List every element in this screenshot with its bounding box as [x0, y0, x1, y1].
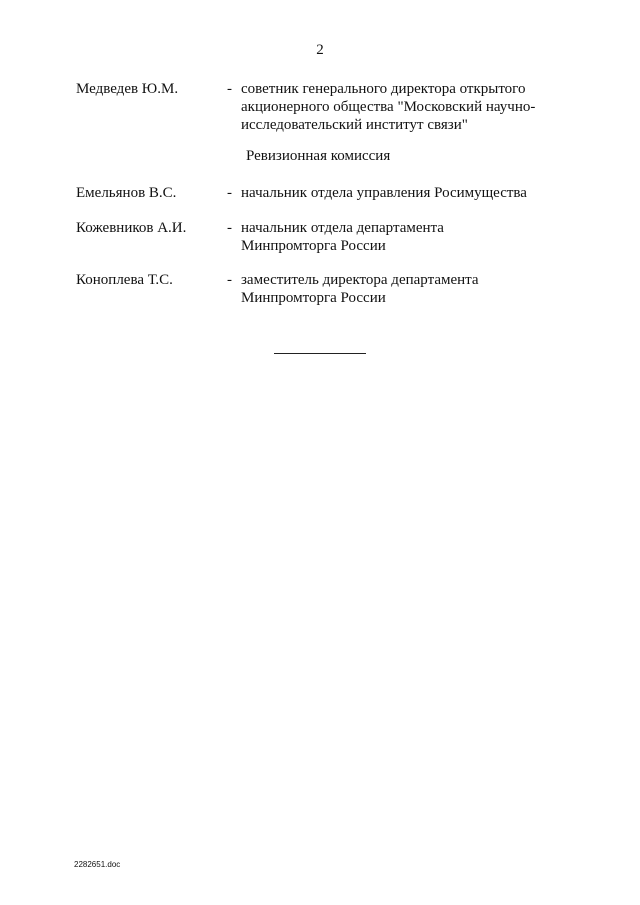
dash-separator: -: [227, 220, 232, 236]
member-position: [241, 271, 571, 307]
position-line: начальник отдела департамента: [241, 220, 444, 236]
member-name: Медведев Ю.М.: [76, 81, 179, 97]
member-position: [241, 184, 571, 202]
member-name: Кожевников А.И.: [76, 220, 187, 236]
member-name: Емельянов В.С.: [76, 185, 177, 201]
member-name: Коноплева Т.С.: [76, 272, 173, 288]
dash-separator: -: [227, 81, 232, 97]
position-line: советник генерального директора открытого: [241, 81, 526, 97]
section-heading-audit-commission: Ревизионная комиссия: [246, 148, 391, 164]
position-line: заместитель директора департамента: [241, 272, 479, 288]
position-line: Минпромторга России: [241, 290, 386, 306]
position-line: Минпромторга России: [241, 238, 386, 254]
page-number: 2: [316, 42, 324, 58]
dash-separator: -: [227, 185, 232, 201]
end-of-list-rule: [274, 353, 366, 354]
footer-file-name: 2282651.doc: [74, 860, 121, 869]
position-line: исследовательский институт связи": [241, 117, 468, 133]
position-line: начальник отдела управления Росимущества: [241, 185, 527, 201]
member-position: [241, 219, 571, 255]
dash-separator: -: [227, 272, 232, 288]
position-line: акционерного общества "Московский научно-: [241, 99, 536, 115]
member-position: [241, 80, 571, 134]
